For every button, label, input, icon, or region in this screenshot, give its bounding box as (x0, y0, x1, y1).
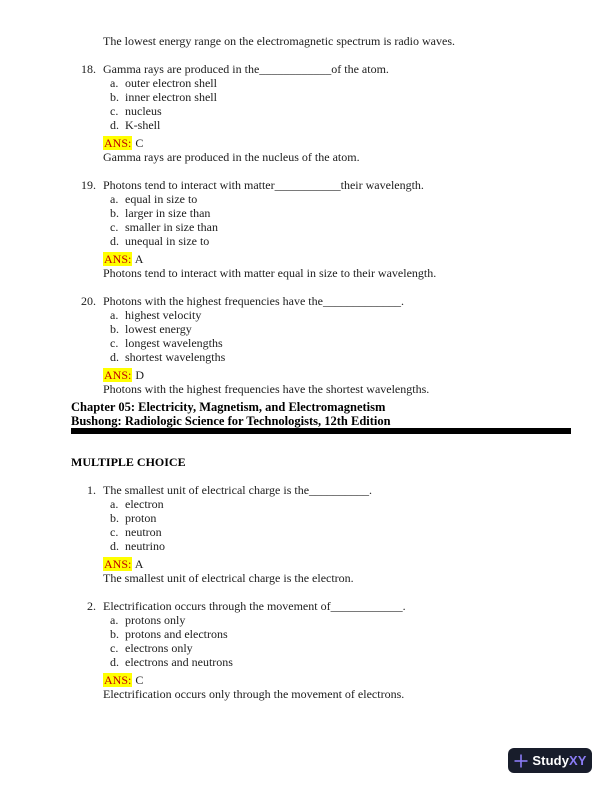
answer-label: ANS: (104, 136, 132, 150)
option-text: K-shell (125, 118, 161, 132)
option-text: outer electron shell (125, 76, 217, 90)
question-number: 2. (87, 599, 96, 613)
question-number: 18. (81, 62, 96, 76)
answer-letter: A (134, 557, 144, 571)
brand-name (532, 754, 586, 768)
option-text: shortest wavelengths (125, 350, 226, 364)
question-stem: Gamma rays are produced in the____________of the atom. (103, 62, 389, 76)
option-letter: a. (110, 308, 119, 322)
option-letter: c. (110, 220, 119, 234)
option-letter: c. (110, 104, 119, 118)
question-block-2 (71, 599, 571, 701)
option-letter: d. (110, 655, 119, 669)
answer-line (103, 136, 571, 150)
question-number: 1. (87, 483, 96, 497)
chapter-heading (71, 400, 571, 434)
section-divider (71, 428, 571, 434)
question-block-20 (71, 294, 571, 396)
option-text: proton (125, 511, 157, 525)
question-block-1 (71, 483, 571, 585)
plus-icon (513, 753, 529, 769)
chapter-title-line1: Chapter 05: Electricity, Magnetism, and Electromagnetism (71, 400, 386, 414)
chapter-title-line2: Bushong: Radiologic Science for Technologists, 12th Edition (71, 414, 391, 428)
option-text: electrons only (125, 641, 193, 655)
option-letter: a. (110, 497, 119, 511)
answer-explanation: Photons with the highest frequencies have the shortest wavelengths. (103, 382, 430, 396)
option-letter: a. (110, 76, 119, 90)
option-text: larger in size than (125, 206, 211, 220)
option-letter: c. (110, 336, 119, 350)
option-letter: b. (110, 90, 119, 104)
option-letter: b. (110, 206, 119, 220)
option-row (103, 104, 571, 118)
option-row (103, 613, 571, 627)
answer-label: ANS: (104, 557, 132, 571)
option-text: neutrino (125, 539, 165, 553)
option-letter: c. (110, 525, 119, 539)
option-text: electrons and neutrons (125, 655, 233, 669)
answer-letter: D (135, 368, 145, 382)
answer-label: ANS: (104, 368, 132, 382)
option-row (103, 627, 571, 641)
brand-study: Study (532, 752, 570, 768)
option-text: electron (125, 497, 164, 511)
answer-letter: C (135, 673, 144, 687)
option-text: equal in size to (125, 192, 198, 206)
answer-line (103, 252, 571, 266)
option-row (103, 192, 571, 206)
option-row (103, 76, 571, 90)
option-row (103, 322, 571, 336)
answer-explanation: Electrification occurs only through the movement of electrons. (103, 687, 405, 701)
option-row (103, 641, 571, 655)
question-stem: Photons with the highest frequencies have the_____________. (103, 294, 404, 308)
option-letter: c. (110, 641, 119, 655)
option-letter: a. (110, 613, 119, 627)
option-row (103, 497, 571, 511)
answer-label: ANS: (104, 252, 132, 266)
option-text: inner electron shell (125, 90, 217, 104)
answer-label: ANS: (104, 673, 132, 687)
option-row (103, 206, 571, 220)
brand-xy: XY (569, 752, 587, 768)
option-text: smaller in size than (125, 220, 218, 234)
option-letter: b. (110, 627, 119, 641)
option-row (103, 220, 571, 234)
question-stem: Photons tend to interact with matter___________their wavelength. (103, 178, 424, 192)
option-row (103, 539, 571, 553)
option-text: highest velocity (125, 308, 202, 322)
option-row (103, 234, 571, 248)
option-text: unequal in size to (125, 234, 210, 248)
question-block-18 (71, 62, 571, 164)
option-letter: b. (110, 511, 119, 525)
option-letter: d. (110, 350, 119, 364)
answer-explanation: The smallest unit of electrical charge is the electron. (103, 571, 354, 585)
question-number: 19. (81, 178, 96, 192)
section-heading: MULTIPLE CHOICE (71, 455, 186, 469)
option-row (103, 525, 571, 539)
answer-letter: C (135, 136, 144, 150)
question-number: 20. (81, 294, 96, 308)
option-text: nucleus (125, 104, 162, 118)
answer-explanation: Gamma rays are produced in the nucleus of the atom. (103, 150, 360, 164)
answer-explanation: Photons tend to interact with matter equal in size to their wavelength. (103, 266, 437, 280)
option-row (103, 350, 571, 364)
answer-line (103, 673, 571, 687)
option-text: neutron (125, 525, 162, 539)
option-letter: a. (110, 192, 119, 206)
option-letter: b. (110, 322, 119, 336)
option-row (103, 90, 571, 104)
option-row (103, 336, 571, 350)
option-text: protons and electrons (125, 627, 228, 641)
option-letter: d. (110, 234, 119, 248)
question-stem: The smallest unit of electrical charge is the__________. (103, 483, 373, 497)
option-text: longest wavelengths (125, 336, 223, 350)
previous-answer-text: The lowest energy range on the electromagnetic spectrum is radio waves. (103, 34, 455, 48)
document-content (71, 34, 571, 701)
question-block-19 (71, 178, 571, 280)
option-letter: d. (110, 118, 119, 132)
answer-line (103, 368, 571, 382)
studyxy-logo-badge (508, 748, 592, 773)
answer-line (103, 557, 571, 571)
option-row (103, 511, 571, 525)
option-row (103, 118, 571, 132)
option-text: protons only (125, 613, 186, 627)
question-stem: Electrification occurs through the movement of____________. (103, 599, 406, 613)
option-row (103, 655, 571, 669)
answer-letter: A (134, 252, 144, 266)
option-row (103, 308, 571, 322)
option-letter: d. (110, 539, 119, 553)
option-text: lowest energy (125, 322, 192, 336)
